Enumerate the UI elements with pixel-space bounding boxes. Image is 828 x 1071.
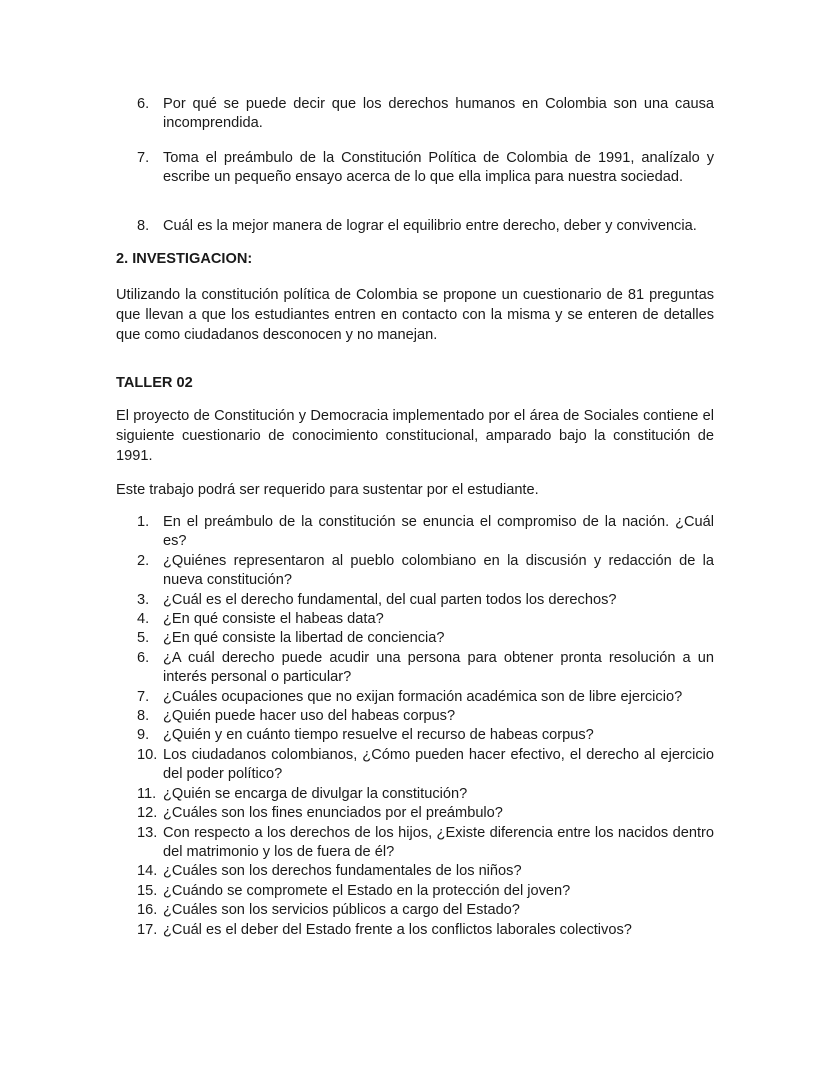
item-text: ¿Cuál es el derecho fundamental, del cual parten todos los derechos? — [163, 591, 617, 608]
item-text: ¿Quién puede hacer uso del habeas corpus? — [163, 708, 456, 725]
item-number: 8. — [137, 708, 150, 725]
item-number: 10. — [137, 746, 158, 763]
item-text: ¿Cuáles son los fines enunciados por el preámbulo? — [163, 805, 503, 822]
item-number: 14. — [137, 863, 158, 880]
list-item — [116, 804, 714, 823]
list-item — [116, 726, 714, 745]
list-item — [116, 629, 714, 648]
item-number: 16. — [137, 902, 158, 919]
list-item — [116, 513, 714, 552]
section-heading-investigacion: 2. INVESTIGACION: — [116, 251, 253, 267]
list-item — [116, 610, 714, 629]
item-number: 13. — [137, 824, 158, 841]
item-number: 12. — [137, 805, 158, 822]
item-number: 17. — [137, 921, 158, 938]
list-item — [116, 217, 714, 236]
taller-note: Este trabajo podrá ser requerido para sustentar por el estudiante. — [116, 482, 539, 498]
item-number: 15. — [137, 882, 158, 899]
item-text: ¿En qué consiste la libertad de conciencia? — [163, 630, 445, 647]
item-text: Toma el preámbulo de la Constitución Política de Colombia de 1991, analízalo y escribe un pequeño ensayo acerca de lo que ella implica para nuestra sociedad. — [163, 150, 714, 185]
item-text: ¿Quién se encarga de divulgar la constitución? — [163, 785, 468, 802]
item-number: 6. — [137, 96, 150, 112]
item-text: Con respecto a los derechos de los hijos, ¿Existe diferencia entre los nacidos dentro del matrimonio y los de fuera de él? — [163, 824, 714, 860]
item-text: ¿Cuáles ocupaciones que no exijan formación académica son de libre ejercicio? — [163, 688, 683, 705]
taller-question-list — [116, 513, 714, 940]
item-text: Los ciudadanos colombianos, ¿Cómo pueden hacer efectivo, el derecho al ejercicio del poder político? — [163, 746, 714, 783]
item-number: 7. — [137, 688, 150, 705]
list-item — [116, 591, 714, 610]
section1-question-list — [116, 95, 714, 236]
item-text: ¿En qué consiste el habeas data? — [163, 611, 384, 628]
list-item — [116, 882, 714, 901]
item-number: 5. — [137, 630, 150, 647]
list-item — [116, 824, 714, 863]
item-text: Cuál es la mejor manera de lograr el equilibrio entre derecho, deber y convivencia. — [163, 218, 697, 234]
list-item — [116, 95, 714, 133]
list-item — [116, 901, 714, 920]
item-text: ¿Cuándo se compromete el Estado en la protección del joven? — [163, 882, 571, 899]
item-number: 2. — [137, 552, 150, 569]
item-number: 9. — [137, 727, 150, 744]
item-text: ¿Cuáles son los servicios públicos a cargo del Estado? — [163, 902, 520, 919]
item-text: En el preámbulo de la constitución se enuncia el compromiso de la nación. ¿Cuál es? — [163, 514, 714, 550]
item-number: 7. — [137, 150, 150, 166]
item-number: 11. — [137, 785, 157, 802]
item-text: ¿Cuál es el deber del Estado frente a los conflictos laborales colectivos? — [163, 921, 632, 938]
item-number: 6. — [137, 649, 150, 666]
item-number: 3. — [137, 591, 150, 608]
list-item — [116, 649, 714, 688]
list-item — [116, 688, 714, 707]
item-text: Por qué se puede decir que los derechos humanos en Colombia son una causa incomprendida. — [163, 96, 714, 131]
item-number: 1. — [137, 514, 150, 530]
list-item — [116, 552, 714, 591]
section-heading-taller: TALLER 02 — [116, 375, 193, 391]
item-text: ¿Cuáles son los derechos fundamentales de los niños? — [163, 863, 522, 880]
investigacion-paragraph: Utilizando la constitución política de Colombia se propone un cuestionario de 81 preguntas que llevan a que los estudiantes entren en contacto con la misma y se enteren de detalles que como ciudadanos desconocen y no manejan. — [116, 287, 714, 343]
list-item — [116, 862, 714, 881]
item-text: ¿Quiénes representaron al pueblo colombiano en la discusión y redacción de la nueva constitución? — [163, 552, 714, 589]
item-number: 4. — [137, 611, 150, 628]
item-text: ¿Quién y en cuánto tiempo resuelve el recurso de habeas corpus? — [163, 727, 594, 744]
list-item — [116, 707, 714, 726]
list-item — [116, 785, 714, 804]
item-text: ¿A cuál derecho puede acudir una persona para obtener pronta resolución a un interés personal o particular? — [163, 649, 714, 686]
list-item — [116, 746, 714, 785]
taller-intro-paragraph: El proyecto de Constitución y Democracia implementado por el área de Sociales contiene el siguiente cuestionario de conocimiento constitucional, amparado bajo la constitución de 1991. — [116, 408, 714, 464]
list-item — [116, 921, 714, 940]
list-item — [116, 149, 714, 187]
item-number: 8. — [137, 218, 150, 234]
